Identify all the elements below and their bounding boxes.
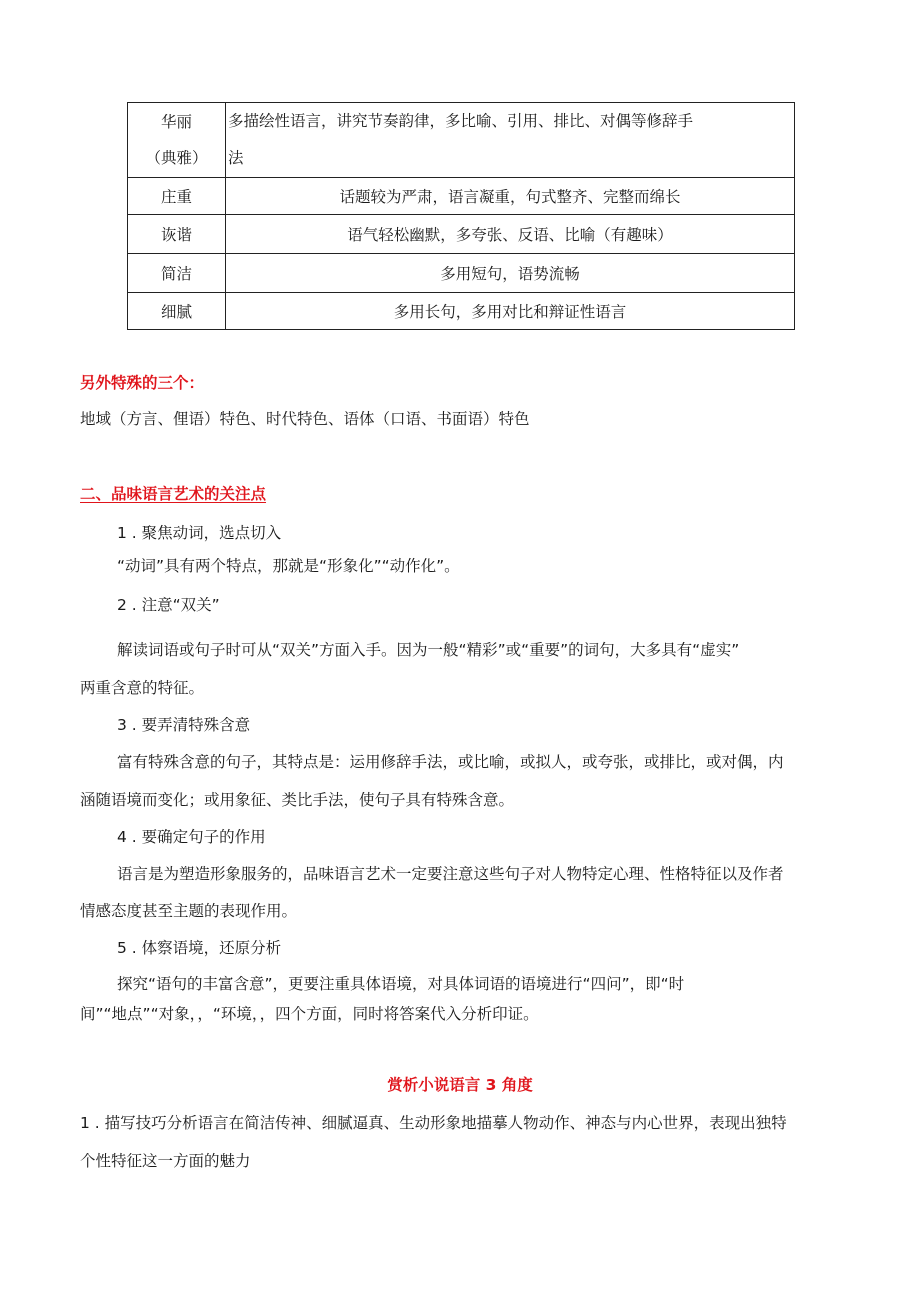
language-style-table xyxy=(127,102,795,330)
table-cell-term xyxy=(128,103,226,178)
item-title: 5 . 体察语境，还原分析 xyxy=(117,939,282,957)
term-text: 简洁 xyxy=(128,254,226,293)
item-body: 语言是为塑造形象服务的，品味语言艺术一定要注意这些句子对人物特定心理、性格特征以及作者 xyxy=(117,865,784,883)
special-heading: 另外特殊的三个： xyxy=(80,374,205,392)
desc-text: 语气轻松幽默，多夸张、反语、比喻（有趣味） xyxy=(226,215,795,254)
item-body: 情感态度甚至主题的表现作用。 xyxy=(80,902,298,920)
table-cell-desc xyxy=(226,103,795,178)
table-row xyxy=(128,103,795,178)
item-body: 富有特殊含意的句子，其特点是：运用修辞手法，或比喻，或拟人，或夸张，或排比，或对偶，内 xyxy=(117,753,784,771)
table-row xyxy=(128,293,795,330)
table-row xyxy=(128,254,795,293)
term-text: 华丽 xyxy=(160,113,192,131)
item-body: 间”“地点”“对象，，“环境，，四个方面，同时将答案代入分析印证。 xyxy=(80,1005,539,1023)
section2-heading: 二、品味语言艺术的关注点 xyxy=(80,485,267,503)
item-title: 4 . 要确定句子的作用 xyxy=(117,828,266,846)
desc-text: 多用短句，语势流畅 xyxy=(226,254,795,293)
table-row xyxy=(128,215,795,254)
item-body: 探究“语句的丰富含意”，更要注重具体语境，对具体词语的语境进行“四问”，即“时 xyxy=(117,975,685,993)
item-body: 两重含意的特征。 xyxy=(80,679,205,697)
term-text: （典雅） xyxy=(145,149,208,167)
item-body: “动词”具有两个特点，那就是“形象化”“动作化”。 xyxy=(117,557,460,575)
section3-heading: 赏析小说语言 3 角度 xyxy=(387,1076,533,1094)
item-body: 涵随语境而变化；或用象征、类比手法，使句子具有特殊含意。 xyxy=(80,791,515,809)
term-text: 庄重 xyxy=(128,178,226,215)
item-body: 解读词语或句子时可从“双关”方面入手。因为一般“精彩”或“重要”的词句，大多具有“虚实” xyxy=(117,641,740,659)
table-row xyxy=(128,178,795,215)
desc-text: 多描绘性语言，讲究节奏韵律，多比喻、引用、排比、对偶等修辞手 xyxy=(228,112,694,130)
section3-item: 个性特征这一方面的魅力 xyxy=(80,1152,251,1170)
term-text: 诙谐 xyxy=(128,215,226,254)
item-title: 3 . 要弄清特殊含意 xyxy=(117,716,251,734)
desc-text: 法 xyxy=(228,149,244,167)
item-title: 2 . 注意“双关” xyxy=(117,596,220,614)
special-text: 地域（方言、俚语）特色、时代特色、语体（口语、书面语）特色 xyxy=(80,410,530,428)
term-text: 细腻 xyxy=(128,293,226,330)
desc-text: 多用长句，多用对比和辩证性语言 xyxy=(226,293,795,330)
item-title: 1 . 聚焦动词，选点切入 xyxy=(117,524,282,542)
desc-text: 话题较为严肃，语言凝重，句式整齐、完整而绵长 xyxy=(226,178,795,215)
section3-item: 1 . 描写技巧分析语言在简洁传神、细腻逼真、生动形象地描摹人物动作、神态与内心世界，表现出独特 xyxy=(80,1114,787,1132)
